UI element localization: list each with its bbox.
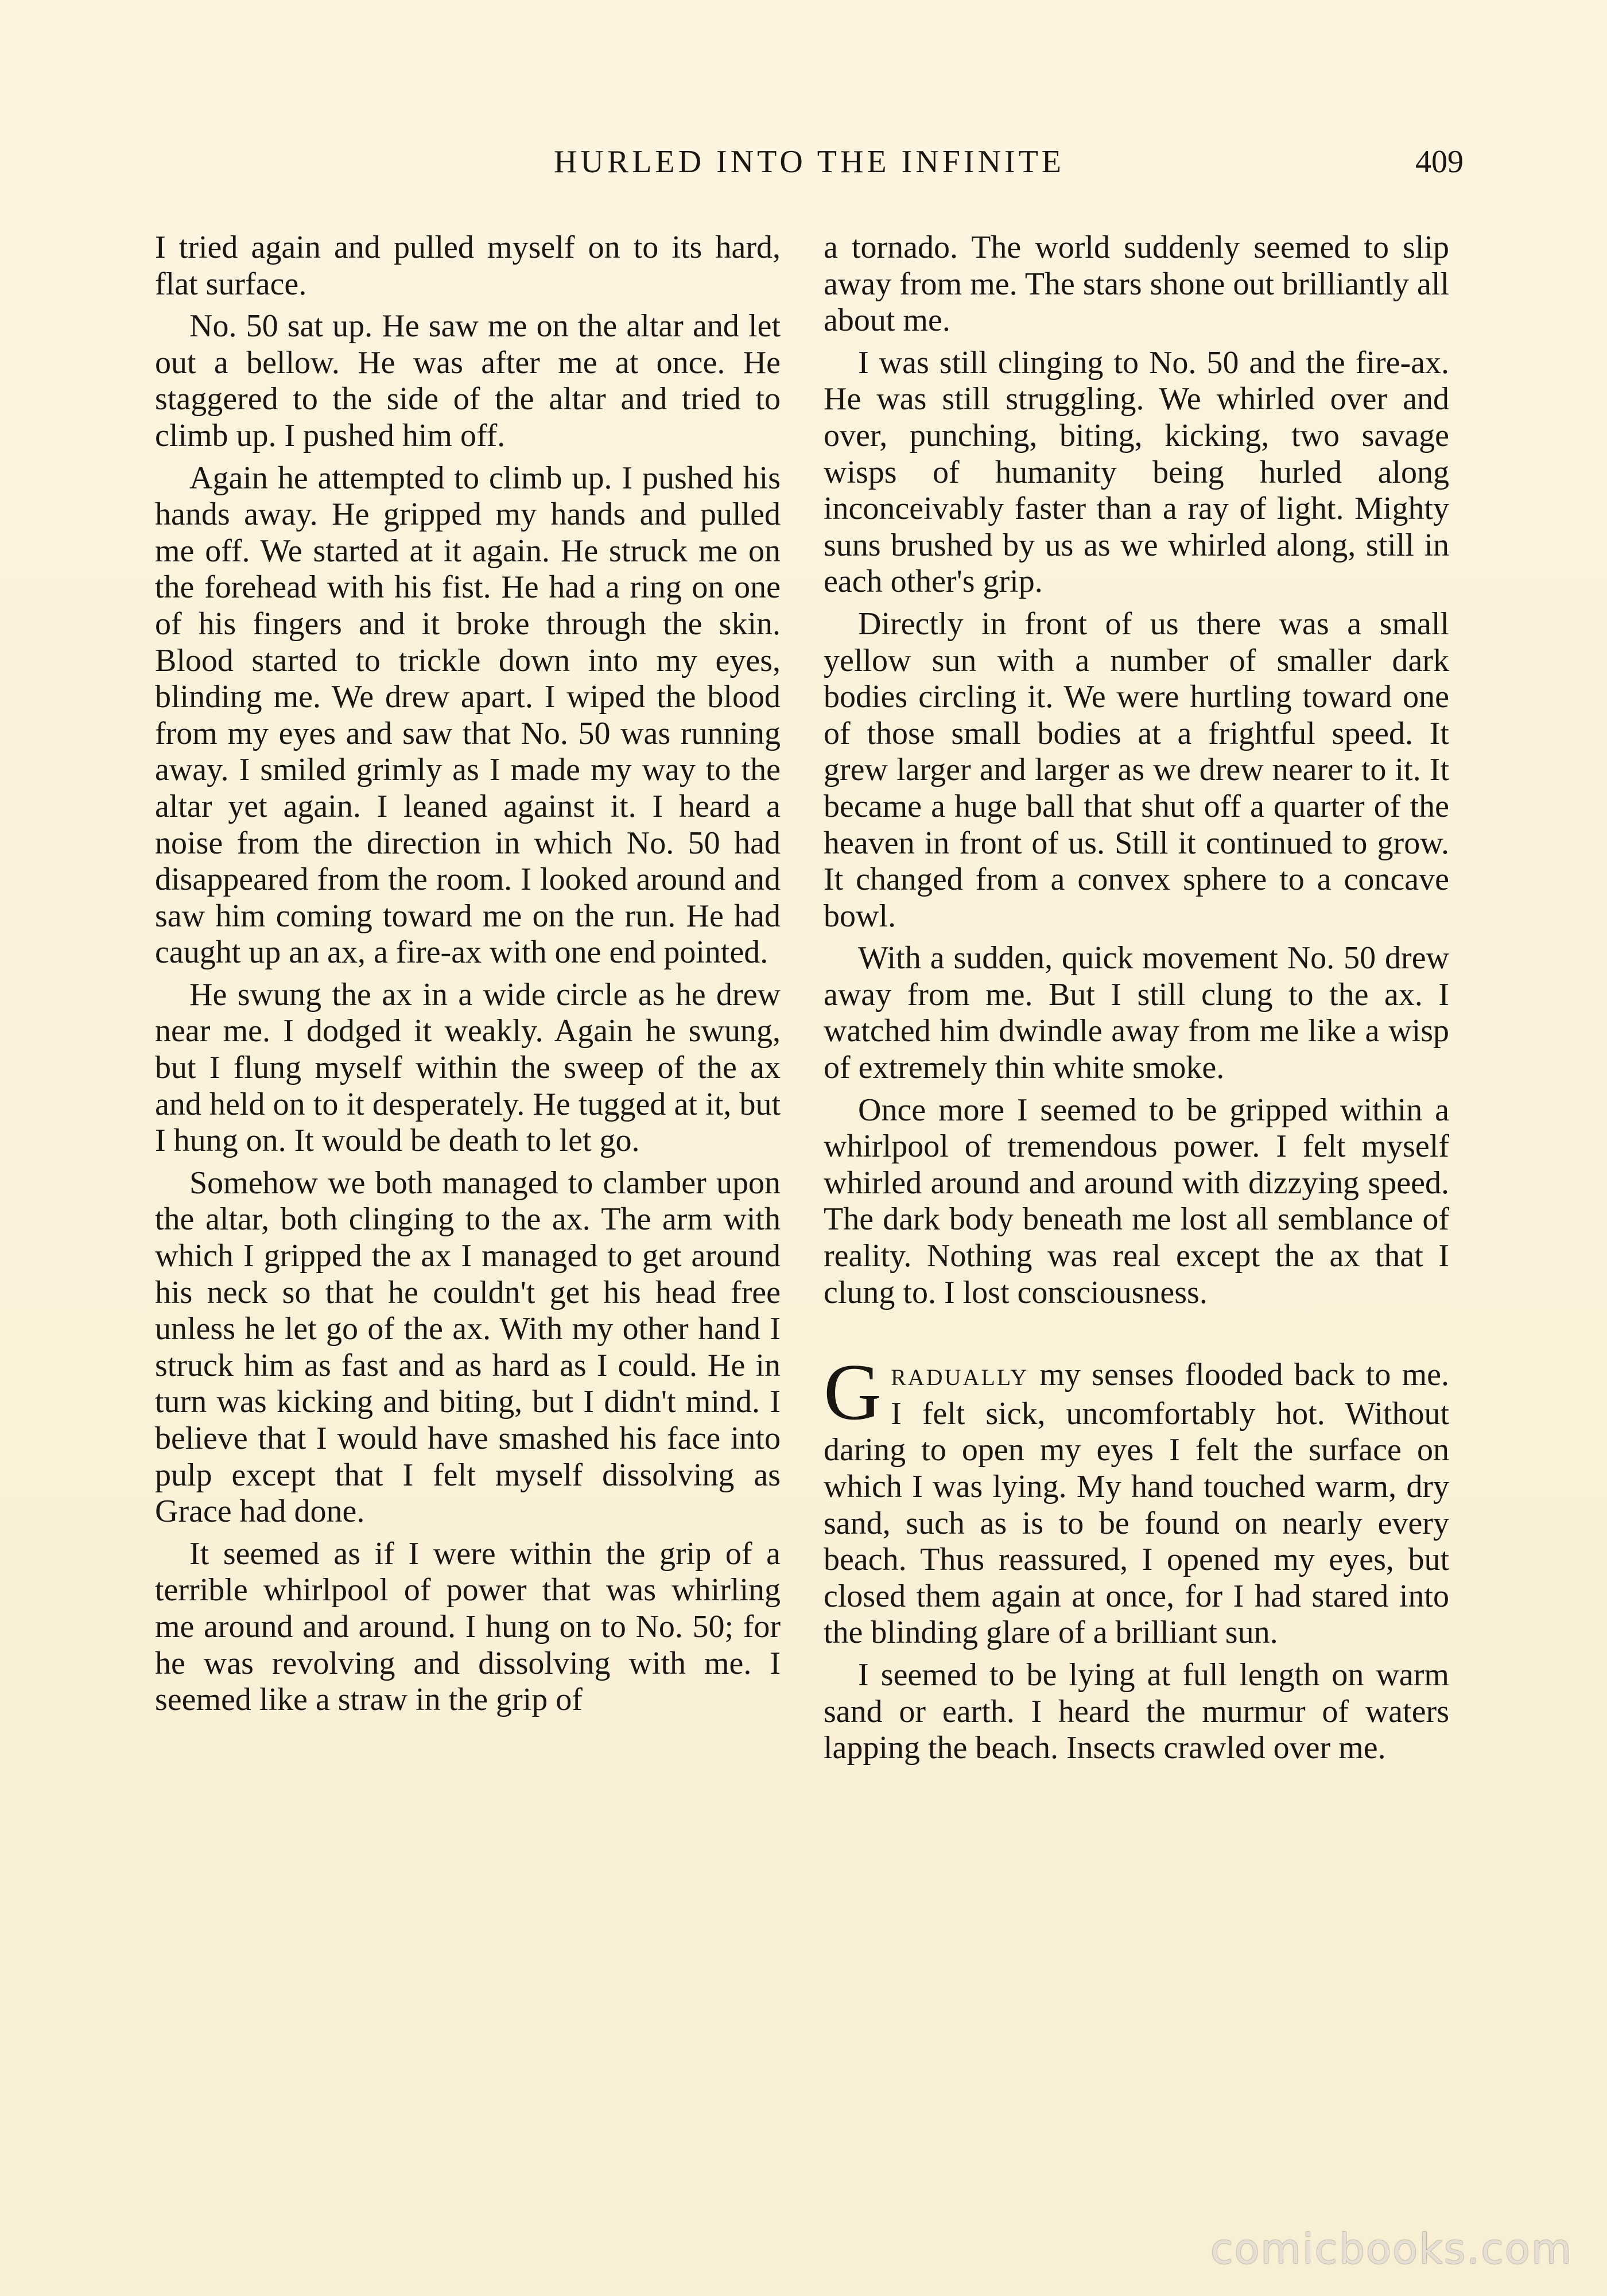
left-column: [155, 230, 781, 1719]
paragraph: a tornado. The world suddenly seemed to slip away from me. The stars shone out brilliantly all about me.: [824, 230, 1449, 339]
small-caps-lead: RADUALLY: [891, 1364, 1029, 1391]
section-opening-paragraph: [824, 1348, 1449, 1651]
paragraph: I was still clinging to No. 50 and the fire-ax. He was still struggling. We whirled over and over, punching, biting, kicking, two savage wisps of humanity being hurled along inconceivably faster than a ray of light. Mighty suns brushed by us as we whirled along, still in each other's grip.: [824, 344, 1449, 600]
watermark: comicbooks.com: [1210, 2225, 1573, 2273]
section-opening-text: my senses flooded back to me. I felt sick, uncomfortably hot. Without daring to open my eyes I felt the surface on which I was lying. My hand touched warm, dry sand, such as is to be found on nearly every beach. Thus reassured, I opened my eyes, but closed them again at once, for I had stared into the blinding glare of a brilliant sun.: [824, 1357, 1449, 1651]
paragraph: I seemed to be lying at full length on warm sand or earth. I heard the murmur of waters lapping the beach. Insects crawled over me.: [824, 1657, 1449, 1766]
paragraph: Once more I seemed to be gripped within a whirlpool of tremendous power. I felt myself whirled around and around with dizzying speed. The dark body beneath me lost all semblance of reality. Nothing was real except the ax that I clung to. I lost consciousness.: [824, 1092, 1449, 1310]
right-column: [824, 230, 1449, 1767]
paragraph: Directly in front of us there was a small yellow sun with a number of smaller dark bodies circling it. We were hurtling toward one of those small bodies at a frightful speed. It grew larger and larger as we drew nearer to it. It became a huge ball that shut off a quarter of the heaven in front of us. Still it continued to grow. It changed from a convex sphere to a concave bowl.: [824, 606, 1449, 934]
paragraph: He swung the ax in a wide circle as he drew near me. I dodged it weakly. Again he swung, but I flung myself within the sweep of the ax and held on to it desperately. He tugged at it, but I hung on. It would be death to let go.: [155, 976, 781, 1159]
paragraph: With a sudden, quick movement No. 50 drew away from me. But I still clung to the ax. I watched him dwindle away from me like a wisp of extremely thin white smoke.: [824, 940, 1449, 1086]
running-title: HURLED INTO THE INFINITE: [553, 144, 1065, 180]
paragraph: I tried again and pulled myself on to its hard, flat surface.: [155, 230, 781, 302]
paragraph: It seemed as if I were within the grip of a terrible whirlpool of power that was whirling me around and around. I hung on to No. 50; for he was revolving and dissolving with me. I seemed like a straw in the grip of: [155, 1535, 781, 1718]
page-number: 409: [1415, 144, 1464, 180]
paragraph: No. 50 sat up. He saw me on the altar and let out a bellow. He was after me at once. He staggered to the side of the altar and tried to climb up. I pushed him off.: [155, 308, 781, 453]
paragraph: Somehow we both managed to clamber upon the altar, both clinging to the ax. The arm with which I gripped the ax I managed to get around his neck so that he couldn't get his head free unless he let go of the ax. With my other hand I struck him as fast and as hard as I could. He in turn was kicking and biting, but I didn't mind. I believe that I would have smashed his face into pulp except that I felt myself dissolving as Grace had done.: [155, 1165, 781, 1530]
paragraph: Again he attempted to climb up. I pushed his hands away. He gripped my hands and pulled me off. We started at it again. He struck me on the forehead with his fist. He had a ring on one of his fingers and it broke through the skin. Blood started to trickle down into my eyes, blinding me. We drew apart. I wiped the blood from my eyes and saw that No. 50 was running away. I smiled grimly as I made my way to the altar yet again. I leaned against it. I heard a noise from the direction in which No. 50 had disappeared from the room. I looked around and saw him coming toward me on the run. He had caught up an ax, a fire-ax with one end pointed.: [155, 460, 781, 971]
drop-cap: G: [824, 1348, 882, 1437]
running-header: [155, 144, 1464, 184]
